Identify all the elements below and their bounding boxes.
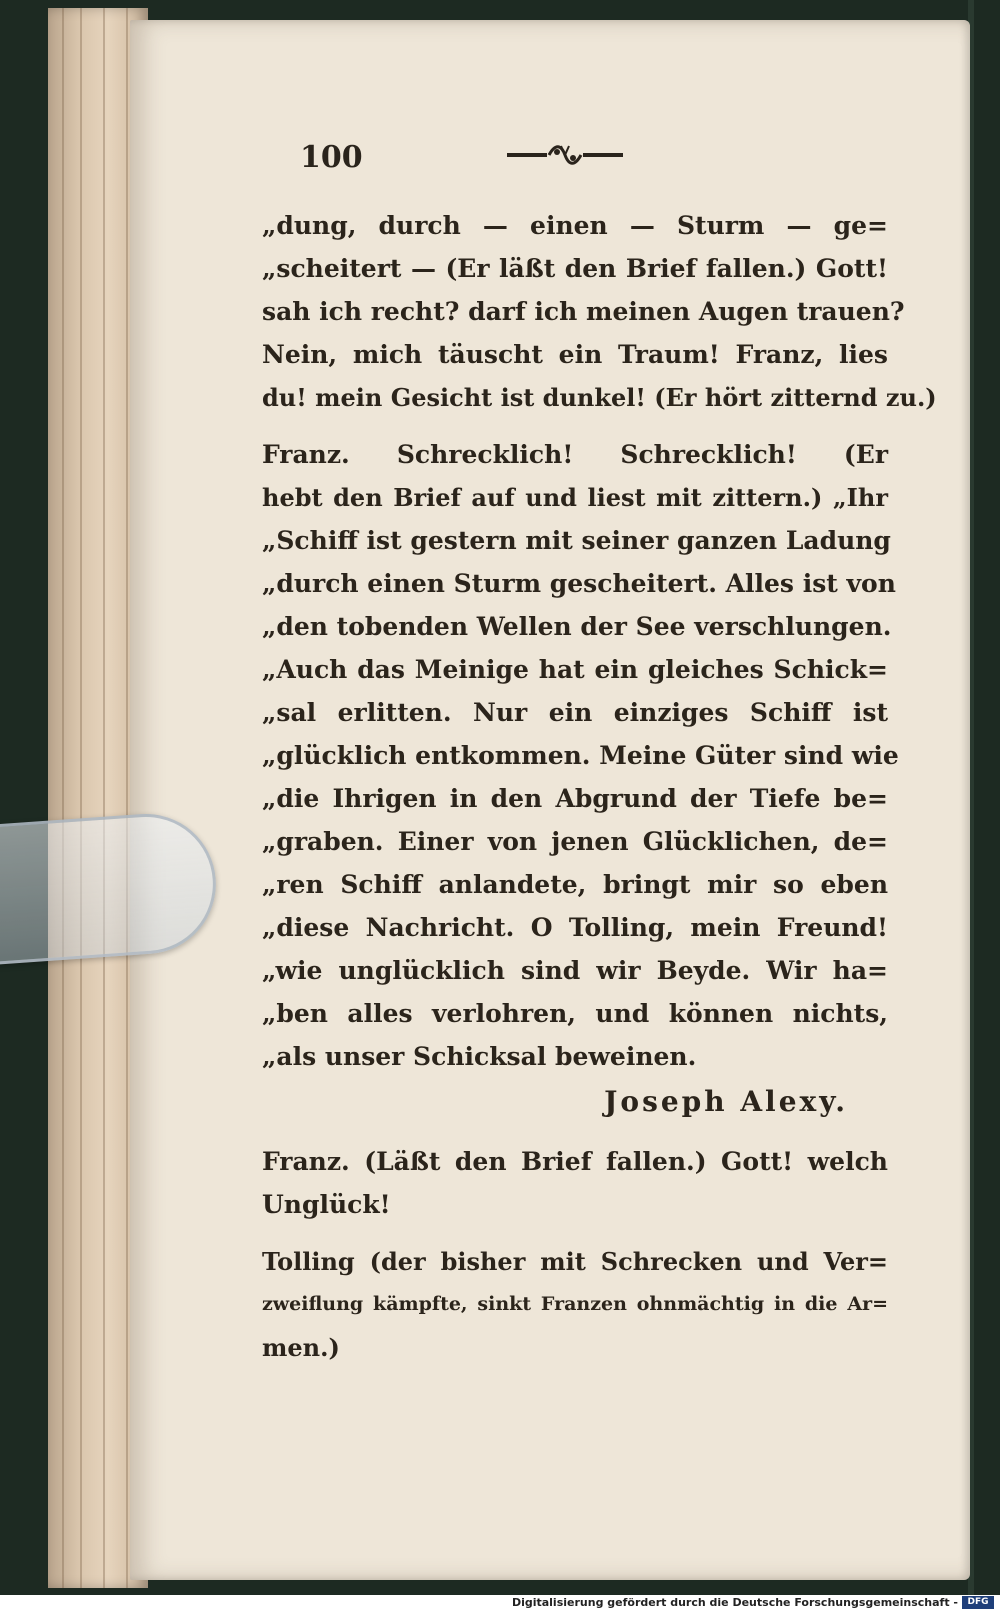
- text-line: sah ich recht? darf ich meinen Augen trauen?: [262, 297, 905, 326]
- text-line: „glücklich entkommen. Meine Güter sind wie: [262, 741, 899, 770]
- dfg-logo-icon: DFG: [962, 1596, 994, 1609]
- text-line: Franz. Schrecklich! Schrecklich! (Er: [262, 440, 888, 469]
- page-header: [300, 140, 860, 180]
- footer-bar: [0, 1595, 1000, 1611]
- text-line: „als unser Schicksal beweinen.: [262, 1042, 697, 1071]
- page-body: [262, 204, 937, 1369]
- text-line: „ben alles verlohren, und können nichts,: [262, 999, 888, 1028]
- text-line: „die Ihrigen in den Abgrund der Tiefe be=: [262, 784, 888, 813]
- text-line: zweiflung kämpfte, sinkt Franzen ohnmächtig in die Ar=: [262, 1293, 888, 1315]
- text-line: du! mein Gesicht ist dunkel! (Er hört zitternd zu.): [262, 383, 937, 412]
- text-line: „sal erlitten. Nur ein einziges Schiff ist: [262, 698, 888, 727]
- text-line: „graben. Einer von jenen Glücklichen, de=: [262, 827, 888, 856]
- text-line: Franz. (Läßt den Brief fallen.) Gott! welch: [262, 1147, 888, 1176]
- ornament-icon: [505, 142, 625, 168]
- page-number: 100: [300, 140, 363, 175]
- text-line: „diese Nachricht. O Tolling, mein Freund!: [262, 913, 888, 942]
- text-line: „wie unglücklich sind wir Beyde. Wir ha=: [262, 956, 888, 985]
- text-line: „Auch das Meinige hat ein gleiches Schick=: [262, 655, 888, 684]
- text-line: „den tobenden Wellen der See verschlungen.: [262, 612, 892, 641]
- text-line: „scheitert — (Er läßt den Brief fallen.) Gott!: [262, 254, 888, 283]
- text-line: Tolling (der bisher mit Schrecken und Ver=: [262, 1247, 888, 1276]
- text-line: „dung, durch — einen — Sturm — ge=: [262, 211, 888, 240]
- text-line: „Schiff ist gestern mit seiner ganzen Ladung: [262, 526, 891, 555]
- text-line: Unglück!: [262, 1190, 391, 1219]
- footer-credit: Digitalisierung gefördert durch die Deutsche Forschungsgemeinschaft -: [511, 1596, 958, 1609]
- text-line: hebt den Brief auf und liest mit zittern.) „Ihr: [262, 483, 888, 512]
- letter-signature: Joseph Alexy.: [604, 1085, 848, 1118]
- text-line: men.): [262, 1333, 340, 1362]
- text-line: „durch einen Sturm gescheitert. Alles ist von: [262, 569, 896, 598]
- text-line: Nein, mich täuscht ein Traum! Franz, lies: [262, 340, 888, 369]
- text-line: „ren Schiff anlandete, bringt mir so eben: [262, 870, 888, 899]
